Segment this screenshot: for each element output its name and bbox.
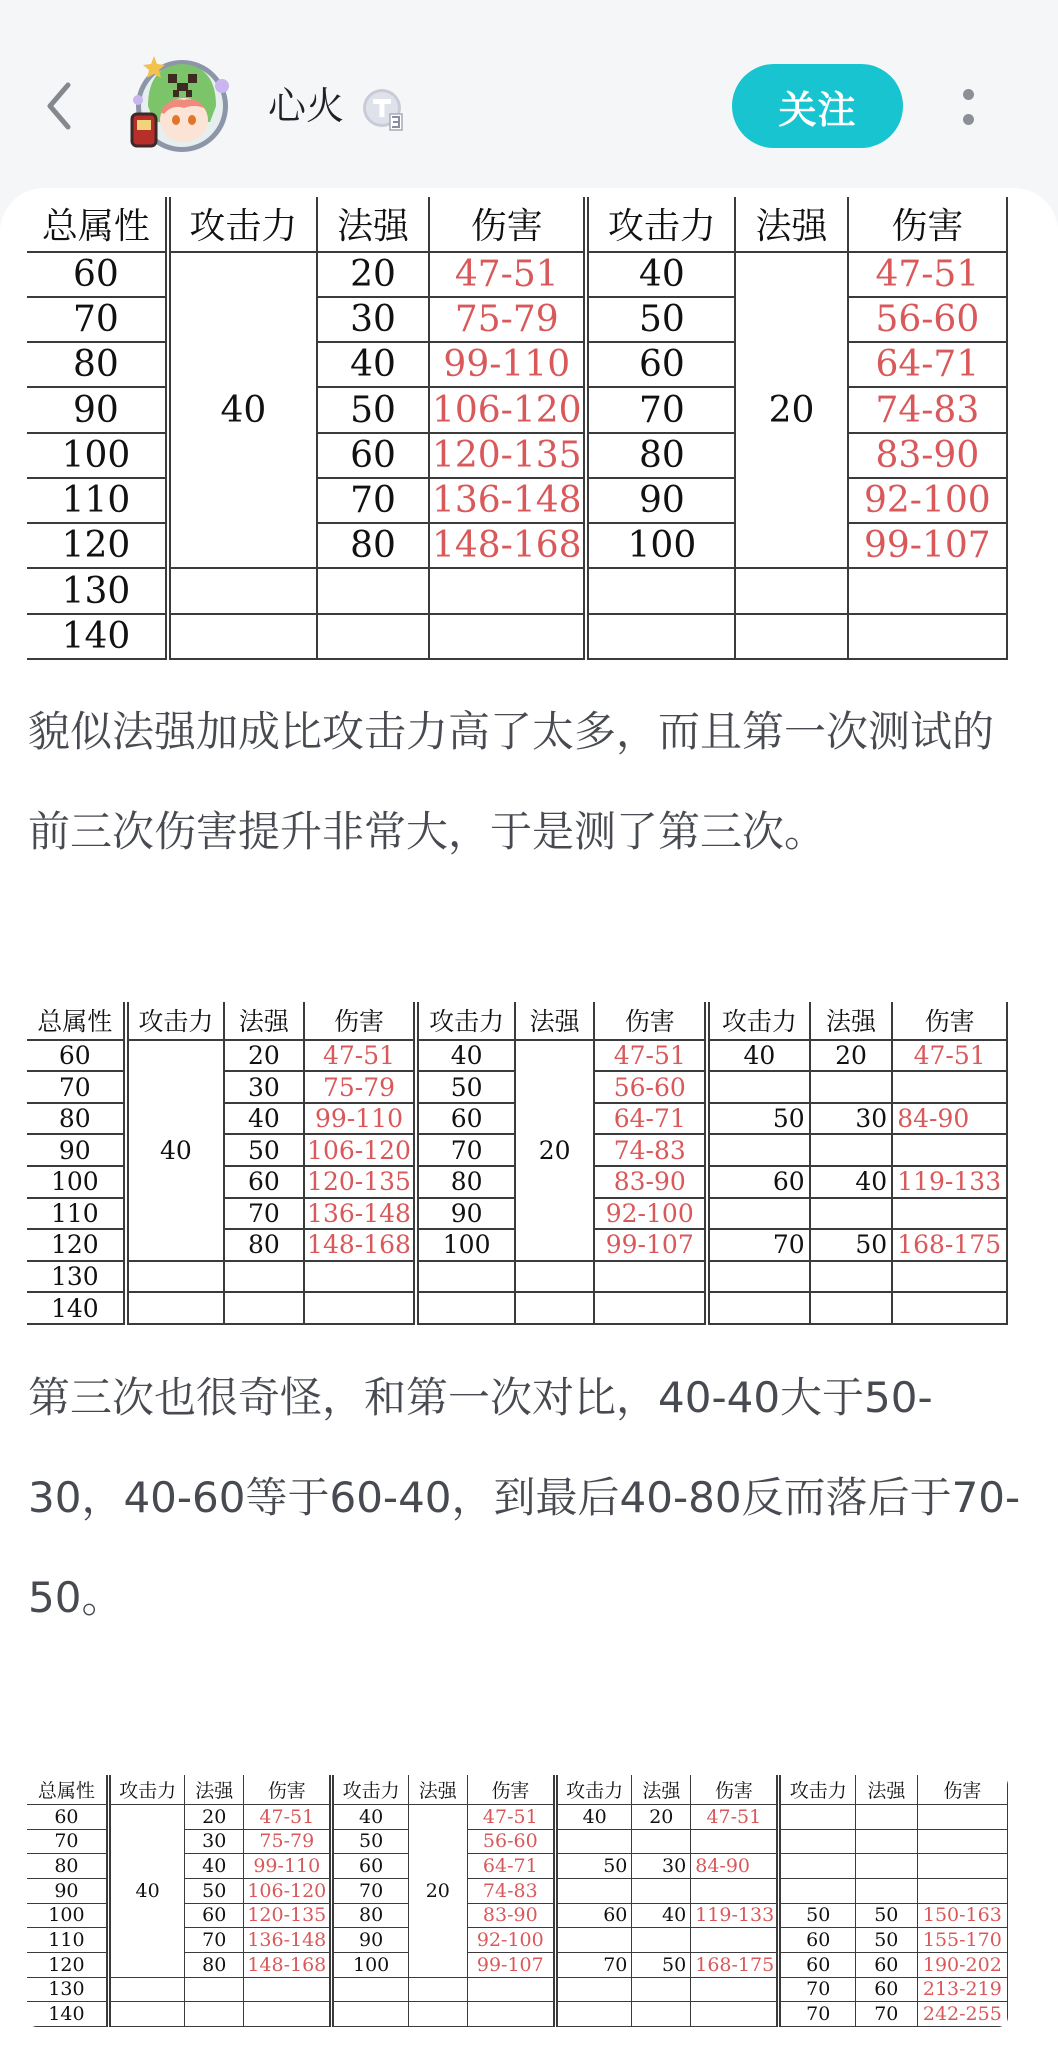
total-attr-cell: 80 [27, 1103, 126, 1135]
header-damage: 伤害 [848, 197, 1007, 252]
attack-cell: 40 [416, 1040, 515, 1072]
attack-cell: 50 [416, 1071, 515, 1103]
damage-cell: 75-79 [244, 1829, 332, 1854]
magic-cell: 20 [810, 1040, 893, 1072]
damage-cell: 74-83 [848, 387, 1007, 432]
attack-cell: 70 [779, 2002, 855, 2027]
total-attr-cell: 120 [27, 1229, 126, 1261]
damage-cell: 92-100 [848, 478, 1007, 523]
magic-cell: 20 [735, 252, 847, 569]
header-attack: 攻击力 [168, 197, 317, 252]
damage-cell: 47-51 [244, 1804, 332, 1829]
header-attack: 攻击力 [555, 1775, 631, 1804]
table-row [27, 1040, 1007, 1072]
magic-cell: 20 [515, 1040, 594, 1261]
attack-cell: 90 [416, 1198, 515, 1230]
damage-cell: 106-120 [304, 1134, 417, 1166]
magic-cell: 50 [855, 1903, 917, 1928]
damage-cell: 75-79 [304, 1071, 417, 1103]
magic-cell: 80 [317, 523, 429, 568]
magic-cell: 20 [632, 1804, 691, 1829]
post-header [0, 0, 1058, 190]
damage-cell: 99-107 [594, 1229, 707, 1261]
attack-cell: 60 [779, 1952, 855, 1977]
total-attr-cell: 60 [27, 1040, 126, 1072]
table-row [27, 614, 1007, 659]
attack-cell: 50 [332, 1829, 408, 1854]
attack-cell: 50 [707, 1103, 810, 1135]
header-damage: 伤害 [892, 1002, 1007, 1040]
username[interactable]: 心火 [268, 84, 345, 128]
header-damage: 伤害 [304, 1002, 417, 1040]
damage-cell: 242-255 [917, 2002, 1007, 2027]
header-attack: 攻击力 [707, 1002, 810, 1040]
header-magic: 法强 [185, 1775, 244, 1804]
damage-cell: 120-135 [304, 1166, 417, 1198]
table-row [27, 1804, 1008, 1829]
attack-cell: 60 [779, 1928, 855, 1953]
damage-cell: 148-168 [244, 1952, 332, 1977]
damage-cell: 47-51 [467, 1804, 555, 1829]
total-attr-cell: 110 [27, 478, 168, 523]
header-attack: 攻击力 [126, 1002, 225, 1040]
magic-cell: 80 [224, 1229, 303, 1261]
magic-cell: 60 [224, 1166, 303, 1198]
damage-cell: 56-60 [848, 297, 1007, 342]
total-attr-cell: 130 [27, 1977, 108, 2002]
table-row [27, 252, 1007, 297]
damage-cell: 83-90 [467, 1903, 555, 1928]
damage-cell: 92-100 [467, 1928, 555, 1953]
attack-cell: 70 [416, 1134, 515, 1166]
damage-cell: 136-148 [244, 1928, 332, 1953]
total-attr-cell: 140 [27, 2002, 108, 2027]
magic-cell: 20 [224, 1040, 303, 1072]
header-attack: 攻击力 [586, 197, 735, 252]
total-attr-cell: 90 [27, 1134, 126, 1166]
avatar-image [124, 52, 236, 160]
magic-cell: 70 [855, 2002, 917, 2027]
header-attack: 攻击力 [416, 1002, 515, 1040]
table-row [27, 1977, 1008, 2002]
total-attr-cell: 100 [27, 433, 168, 478]
damage-test-table-image-1[interactable] [27, 197, 1008, 660]
attack-cell: 40 [555, 1804, 631, 1829]
damage-cell: 56-60 [467, 1829, 555, 1854]
damage-cell: 119-133 [691, 1903, 779, 1928]
magic-cell: 40 [185, 1854, 244, 1879]
damage-cell: 64-71 [594, 1103, 707, 1135]
damage-cell: 64-71 [467, 1854, 555, 1879]
magic-cell: 70 [185, 1928, 244, 1953]
damage-cell: 136-148 [304, 1198, 417, 1230]
header-magic: 法强 [855, 1775, 917, 1804]
damage-cell: 168-175 [892, 1229, 1007, 1261]
table-row [27, 2002, 1008, 2027]
damage-cell: 136-148 [429, 478, 586, 523]
header-magic: 法强 [515, 1002, 594, 1040]
attack-cell: 70 [555, 1952, 631, 1977]
attack-cell: 50 [779, 1903, 855, 1928]
total-attr-cell: 90 [27, 1878, 108, 1903]
magic-cell: 80 [185, 1952, 244, 1977]
magic-cell: 60 [855, 1952, 917, 1977]
damage-cell: 56-60 [594, 1071, 707, 1103]
damage-cell: 47-51 [691, 1804, 779, 1829]
damage-cell: 47-51 [892, 1040, 1007, 1072]
damage-cell: 99-110 [244, 1854, 332, 1879]
post-paragraph-2: 第三次也很奇怪，和第一次对比，40-40大于50-30，40-60等于60-40，到最后40-80反而落后于70-50。 [28, 1373, 1021, 1622]
damage-cell: 99-110 [304, 1103, 417, 1135]
attack-cell: 40 [168, 252, 317, 569]
attack-cell: 90 [332, 1928, 408, 1953]
attack-cell: 60 [332, 1854, 408, 1879]
total-attr-cell: 100 [27, 1166, 126, 1198]
attack-cell: 80 [332, 1903, 408, 1928]
total-attr-cell: 110 [27, 1198, 126, 1230]
header-magic: 法强 [408, 1775, 467, 1804]
total-attr-cell: 70 [27, 1829, 108, 1854]
damage-cell: 120-135 [429, 433, 586, 478]
chevron-left-icon [44, 81, 74, 131]
header-total-attr: 总属性 [27, 1002, 126, 1040]
header-damage: 伤害 [594, 1002, 707, 1040]
damage-cell: 47-51 [594, 1040, 707, 1072]
header-attack: 攻击力 [779, 1775, 855, 1804]
header-damage: 伤害 [244, 1775, 332, 1804]
magic-cell: 30 [632, 1854, 691, 1879]
magic-cell: 40 [632, 1903, 691, 1928]
damage-cell: 119-133 [892, 1166, 1007, 1198]
attack-cell: 60 [555, 1903, 631, 1928]
damage-cell: 74-83 [594, 1134, 707, 1166]
damage-cell: 155-170 [917, 1928, 1007, 1953]
more-options-button[interactable] [948, 80, 988, 134]
total-attr-cell: 100 [27, 1903, 108, 1928]
damage-cell: 47-51 [848, 252, 1007, 297]
attack-cell: 100 [332, 1952, 408, 1977]
attack-cell: 70 [779, 1977, 855, 2002]
post-paragraph-1: 貌似法强加成比攻击力高了太多，而且第一次测试的前三次伤害提升非常大，于是测了第三次。 [28, 707, 995, 856]
damage-cell: 106-120 [244, 1878, 332, 1903]
attack-cell: 90 [586, 478, 735, 523]
damage-test-table-image-3[interactable] [27, 1775, 1008, 2027]
total-attr-cell: 80 [27, 342, 168, 387]
header-damage: 伤害 [917, 1775, 1007, 1804]
damage-cell: 99-107 [848, 523, 1007, 568]
more-vertical-icon-dot [963, 114, 974, 125]
attack-cell: 60 [416, 1103, 515, 1135]
magic-cell: 70 [317, 478, 429, 523]
header-attack: 攻击力 [332, 1775, 408, 1804]
header-magic: 法强 [224, 1002, 303, 1040]
attack-cell: 60 [707, 1166, 810, 1198]
magic-cell: 20 [317, 252, 429, 297]
damage-cell: 213-219 [917, 1977, 1007, 2002]
magic-cell: 60 [317, 433, 429, 478]
table-row [27, 1292, 1007, 1324]
damage-cell: 99-110 [429, 342, 586, 387]
total-attr-cell: 90 [27, 387, 168, 432]
table-row [27, 568, 1007, 613]
table-row [27, 1261, 1007, 1293]
damage-cell: 99-107 [467, 1952, 555, 1977]
level-t3-icon [362, 88, 406, 132]
avatar[interactable] [124, 52, 236, 160]
attack-cell: 70 [707, 1229, 810, 1261]
damage-cell: 120-135 [244, 1903, 332, 1928]
magic-cell: 30 [224, 1071, 303, 1103]
attack-cell: 70 [586, 387, 735, 432]
total-attr-cell: 60 [27, 252, 168, 297]
attack-cell: 40 [108, 1804, 184, 1977]
magic-cell: 50 [224, 1134, 303, 1166]
attack-cell: 80 [586, 433, 735, 478]
attack-cell: 40 [332, 1804, 408, 1829]
damage-cell: 83-90 [848, 433, 1007, 478]
attack-cell: 40 [586, 252, 735, 297]
magic-cell: 60 [185, 1903, 244, 1928]
damage-cell: 84-90 [892, 1103, 1007, 1135]
damage-cell: 168-175 [691, 1952, 779, 1977]
magic-cell: 50 [632, 1952, 691, 1977]
magic-cell: 50 [855, 1928, 917, 1953]
back-button[interactable] [36, 76, 82, 136]
damage-cell: 74-83 [467, 1878, 555, 1903]
attack-cell: 40 [707, 1040, 810, 1072]
header-damage: 伤害 [467, 1775, 555, 1804]
total-attr-cell: 70 [27, 1071, 126, 1103]
damage-cell: 190-202 [917, 1952, 1007, 1977]
header-total-attr: 总属性 [27, 1775, 108, 1804]
magic-cell: 50 [317, 387, 429, 432]
header-total-attr: 总属性 [27, 197, 168, 252]
damage-cell: 148-168 [429, 523, 586, 568]
magic-cell: 30 [810, 1103, 893, 1135]
magic-cell: 70 [224, 1198, 303, 1230]
total-attr-cell: 120 [27, 523, 168, 568]
header-damage: 伤害 [691, 1775, 779, 1804]
damage-cell: 148-168 [304, 1229, 417, 1261]
attack-cell: 50 [555, 1854, 631, 1879]
total-attr-cell: 70 [27, 297, 168, 342]
header-damage: 伤害 [429, 197, 586, 252]
magic-cell: 30 [317, 297, 429, 342]
level-badge [362, 88, 406, 132]
attack-cell: 100 [416, 1229, 515, 1261]
total-attr-cell: 130 [27, 1261, 126, 1293]
damage-cell: 83-90 [594, 1166, 707, 1198]
follow-button[interactable]: 关注 [732, 64, 903, 148]
header-magic: 法强 [317, 197, 429, 252]
magic-cell: 20 [185, 1804, 244, 1829]
attack-cell: 70 [332, 1878, 408, 1903]
magic-cell: 50 [810, 1229, 893, 1261]
magic-cell: 60 [855, 1977, 917, 2002]
total-attr-cell: 140 [27, 614, 168, 659]
damage-cell: 47-51 [429, 252, 586, 297]
damage-test-table-image-2[interactable] [27, 1002, 1008, 1325]
more-vertical-icon [963, 89, 974, 100]
total-attr-cell: 140 [27, 1292, 126, 1324]
attack-cell: 80 [416, 1166, 515, 1198]
total-attr-cell: 120 [27, 1952, 108, 1977]
attack-cell: 50 [586, 297, 735, 342]
damage-cell: 75-79 [429, 297, 586, 342]
attack-cell: 40 [126, 1040, 225, 1261]
damage-cell: 64-71 [848, 342, 1007, 387]
total-attr-cell: 60 [27, 1804, 108, 1829]
magic-cell: 40 [224, 1103, 303, 1135]
total-attr-cell: 110 [27, 1928, 108, 1953]
magic-cell: 50 [185, 1878, 244, 1903]
header-magic: 法强 [632, 1775, 691, 1804]
total-attr-cell: 80 [27, 1854, 108, 1879]
damage-cell: 106-120 [429, 387, 586, 432]
magic-cell: 40 [317, 342, 429, 387]
total-attr-cell: 130 [27, 568, 168, 613]
damage-cell: 47-51 [304, 1040, 417, 1072]
magic-cell: 40 [810, 1166, 893, 1198]
magic-cell: 20 [408, 1804, 467, 1977]
attack-cell: 60 [586, 342, 735, 387]
damage-cell: 92-100 [594, 1198, 707, 1230]
damage-cell: 150-163 [917, 1903, 1007, 1928]
header-attack: 攻击力 [108, 1775, 184, 1804]
attack-cell: 100 [586, 523, 735, 568]
header-magic: 法强 [735, 197, 847, 252]
damage-cell: 84-90 [691, 1854, 779, 1879]
header-magic: 法强 [810, 1002, 893, 1040]
magic-cell: 30 [185, 1829, 244, 1854]
